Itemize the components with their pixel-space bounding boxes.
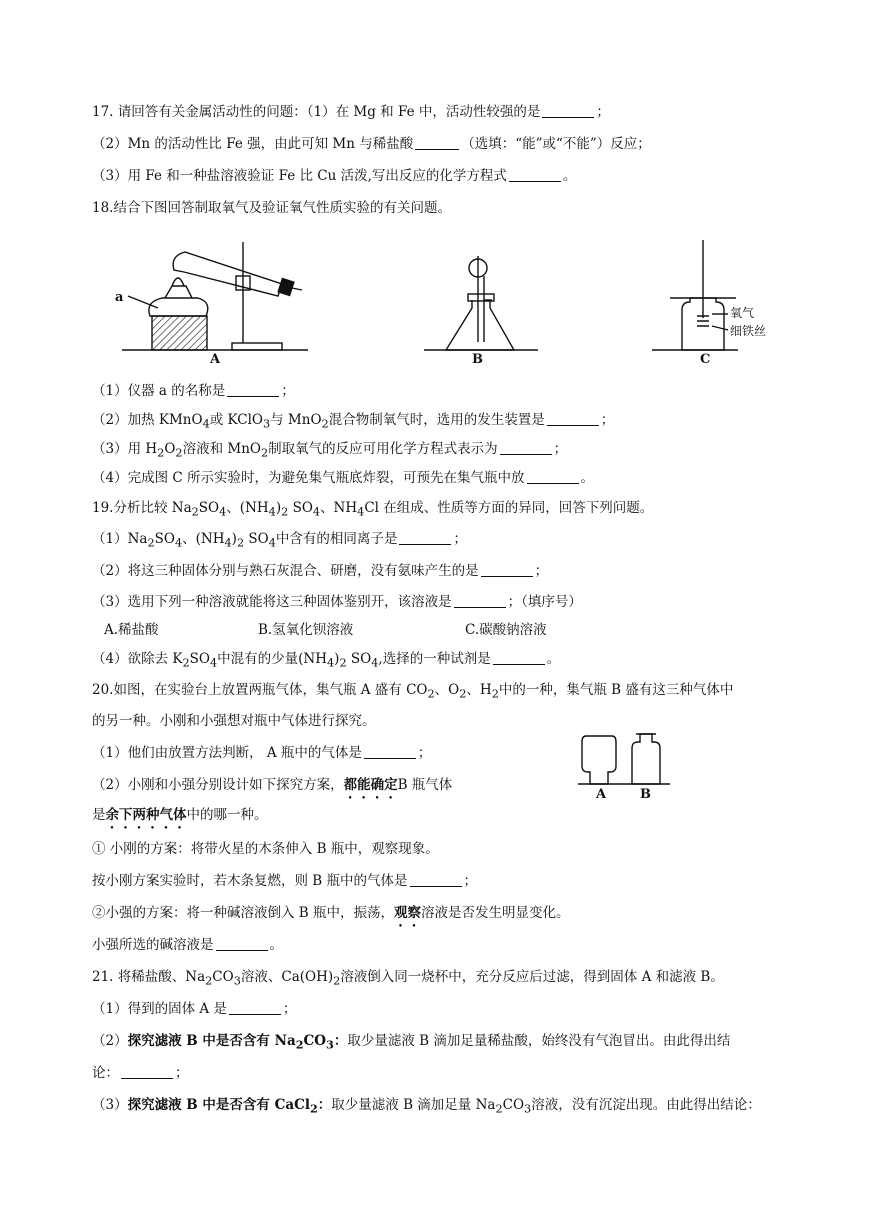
answer-blank[interactable] [121, 1064, 173, 1079]
answer-blank[interactable] [500, 440, 552, 455]
label-oxygen: 氧气 [730, 306, 755, 320]
q19-p2: （2）将这三种固体分别与熟石灰混合、研磨，没有氨味产生的是 ； [92, 563, 549, 579]
answer-blank[interactable] [229, 1000, 281, 1015]
q17-line1: 17. 请回答有关金属活动性的问题：（1）在 Mg 和 Fe 中，活动性较强的是 ； [92, 104, 610, 120]
label-a: a [115, 290, 124, 305]
q18-title: 18.结合下图回答制取氧气及验证氧气性质实验的有关问题。 [92, 200, 451, 216]
q18-p4: （4）完成图 C 所示实验时，为避免集气瓶底炸裂，可预先在集气瓶中放 。 [92, 470, 595, 486]
answer-blank[interactable] [454, 593, 506, 608]
answer-blank[interactable] [364, 744, 416, 759]
answer-blank[interactable] [227, 382, 279, 397]
answer-blank[interactable] [547, 411, 599, 426]
q19-option-a: A.稀盐酸 [104, 622, 159, 638]
q18-p2: （2）加热 KMnO$_4$或 KClO$_3$与 MnO$_2$混合物制氧气时，选用的发生装置是 ； [92, 412, 615, 431]
q20-p3: 是余下两种气体中的哪一种。 [92, 807, 268, 823]
q20-s2: 按小刚方案实验时，若木条复燃，则 B 瓶中的气体是 ； [92, 873, 478, 889]
q19-p1: $(1)Na_2SO_4$、$(NH_4)_2$ $SO_4$中含有的相同离子是 ； [92, 531, 467, 550]
q21-p1: （1）得到的固体 A 是 ； [92, 1001, 297, 1017]
q19-title: 19.分析比较 $Na_2SO_4$、$(NH_4)_2$ $SO_4$、$NH_4Cl$ 在组成、性质等方面的异同，回答下列问题。 [92, 500, 654, 519]
q20-p1: （1）他们由放置方法判断， A 瓶中的气体是 ； [92, 745, 432, 761]
q17-line3: （3）用 Fe 和一种盐溶液验证 Fe 比 Cu 活泼,写出反应的化学方程式 。 [92, 168, 577, 184]
q19-option-c: C.碳酸钠溶液 [465, 622, 547, 638]
answer-blank[interactable] [481, 562, 533, 577]
alcohol-lamp [149, 298, 208, 316]
answer-blank[interactable] [415, 135, 459, 150]
q21-p2: （2）探究滤液 B 中是否含有 $Na_2CO_3$：取少量滤液 B 滴加足量稀盐酸，始终没有气泡冒出。由此得出结 [92, 1033, 731, 1052]
answer-blank[interactable] [399, 530, 451, 545]
q21-title: 21. 将稀盐酸、$Na_2CO_3$溶液、$Ca(OH)_2$溶液倒入同一烧杯中，充分反应后过滤，得到固体 A 和滤液 B。 [92, 969, 724, 988]
test-tube [173, 252, 282, 296]
label-A: A [210, 352, 221, 367]
gas-bottle [682, 298, 724, 350]
answer-blank[interactable] [527, 469, 579, 484]
q20-title-line1: 20.如图，在实验台上放置两瓶气体，集气瓶 A 盛有 $CO_2$、$O_2$、$H_2$中的一种，集气瓶 B 盛有这三种气体中 [92, 682, 734, 701]
q20-s4: 小强所选的碱溶液是 。 [92, 937, 283, 953]
q21-p3: （3）探究滤液 B 中是否含有 CaCl$_2$：取少量滤液 B 滴加足量 $Na_2CO_3$溶液，没有沉淀出现。由此得出结论： [92, 1097, 761, 1116]
q20-title-line2: 的另一种。小刚和小强想对瓶中气体进行探究。 [92, 713, 376, 729]
answer-blank[interactable] [542, 103, 594, 118]
answer-blank[interactable] [493, 650, 545, 665]
q19-p4: （4）欲除去 $K_2SO_4$中混有的少量$(NH_4)_2$ $SO_4$,选择的一种试剂是 。 [92, 651, 561, 670]
label-bottle-B: B [640, 787, 651, 802]
iron-stand-base [232, 343, 282, 350]
answer-blank[interactable] [509, 167, 561, 182]
q21-p2-cont: 论： ； [92, 1065, 189, 1081]
label-C: C [700, 352, 711, 367]
q19-option-b: B.氢氧化钡溶液 [258, 622, 354, 638]
q19-p3: （3）选用下列一种溶液就能将这三种固体鉴别开，该溶液是 ；（填序号） [92, 594, 582, 610]
answer-blank[interactable] [410, 872, 462, 887]
gas-bottle-A [582, 736, 616, 784]
q17-line2: （2）Mn 的活动性比 Fe 强，由此可知 Mn 与稀盐酸 （选填：“能”或“不能”）反应； [92, 136, 651, 152]
q18-p3: （3）用 $H_2O_2$溶液和 MnO$_2$制取氧气的反应可用化学方程式表示为 ； [92, 441, 568, 460]
label-B: B [472, 352, 483, 367]
label-bottle-A: A [596, 787, 607, 802]
answer-blank[interactable] [216, 936, 268, 951]
label-iron-wire: 细铁丝 [730, 324, 767, 338]
q20-s3: ②小强的方案：将一种碱溶液倒入 B 瓶中，振荡，观察溶液是否发生明显变化。 [92, 905, 570, 921]
wood-block [152, 316, 207, 350]
q20-p2: （2）小刚和小强分别设计如下探究方案，都能确定B 瓶气体 [92, 777, 453, 793]
conical-flask [446, 300, 514, 350]
q20-s1: ① 小刚的方案：将带火星的木条伸入 B 瓶中，观察现象。 [92, 841, 439, 857]
gas-bottle-B [632, 734, 660, 784]
q18-p1: （1）仪器 a 的名称是 ； [92, 383, 295, 399]
